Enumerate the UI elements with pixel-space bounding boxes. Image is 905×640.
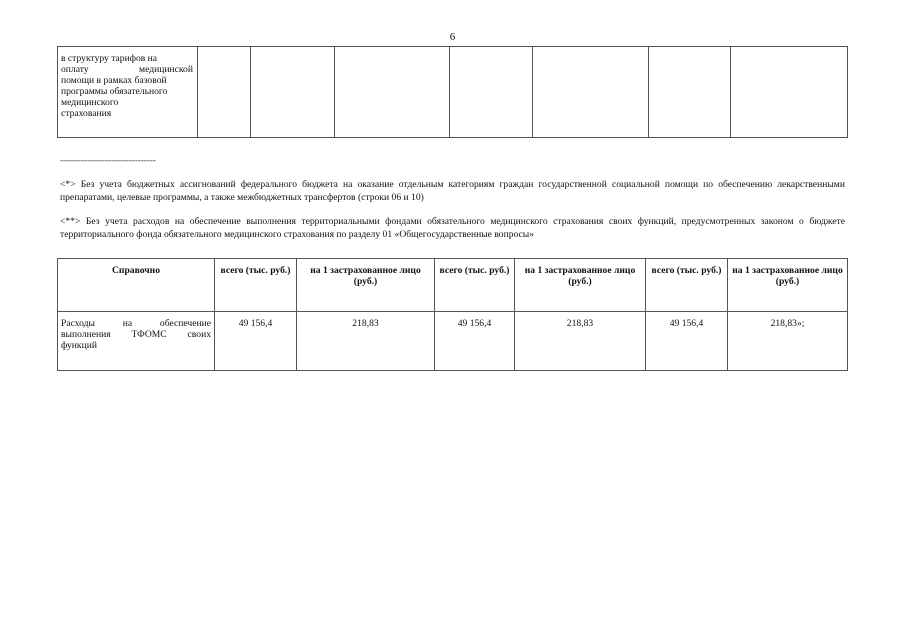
row-label-cell <box>58 47 198 138</box>
label-line: в структуру тарифов на <box>61 53 158 64</box>
column-header: на 1 застрахованное лицо (руб.) <box>515 259 646 312</box>
reference-table <box>57 258 848 371</box>
table-row <box>58 47 848 138</box>
column-header: на 1 застрахованное лицо (руб.) <box>728 259 848 312</box>
column-header: всего (тыс. руб.) <box>215 259 297 312</box>
row-label-cell: Расходы на обеспечение выполнения ТФОМС своих функций <box>58 312 215 371</box>
footnote-separator: -------------------------------- <box>60 155 156 165</box>
table-cell: 49 156,4 <box>435 312 515 371</box>
label-line: оплату медицинской <box>61 64 193 75</box>
empty-cell <box>450 47 533 138</box>
label-line: медицинского <box>61 97 119 108</box>
column-header: на 1 застрахованное лицо (руб.) <box>297 259 435 312</box>
label-line: страхования <box>61 108 112 119</box>
tariff-table-continuation <box>57 46 848 138</box>
table-cell: 218,83 <box>297 312 435 371</box>
table-row <box>58 312 848 371</box>
empty-cell <box>251 47 335 138</box>
header-row <box>58 259 848 312</box>
table-cell: 218,83»; <box>728 312 848 371</box>
page-number: 6 <box>449 31 456 43</box>
empty-cell <box>198 47 251 138</box>
column-header: всего (тыс. руб.) <box>435 259 515 312</box>
table-cell: 218,83 <box>515 312 646 371</box>
empty-cell <box>731 47 848 138</box>
label-line: программы обязательного <box>61 86 168 97</box>
column-header: Справочно <box>58 259 215 312</box>
table-cell: 49 156,4 <box>215 312 297 371</box>
empty-cell <box>533 47 649 138</box>
label-line: помощи в рамках базовой <box>61 75 167 86</box>
table-cell: 49 156,4 <box>646 312 728 371</box>
empty-cell <box>335 47 450 138</box>
empty-cell <box>649 47 731 138</box>
footnote-2: <**> Без учета расходов на обеспечение выполнения территориальными фондами обязательного медицинского страхования своих функций, предусмотренных законом о бюджете территориального фонда обязательного медицинского страхования по разделу 01 «Общегосударственные вопросы» <box>60 216 845 240</box>
footnote-1: <*> Без учета бюджетных ассигнований федерального бюджета на оказание отдельным категориям граждан государственной социальной помощи по обеспечению лекарственными препаратами, целевые программы, а также межбюджетных трансфертов (строки 06 и 10) <box>60 179 845 203</box>
column-header: всего (тыс. руб.) <box>646 259 728 312</box>
